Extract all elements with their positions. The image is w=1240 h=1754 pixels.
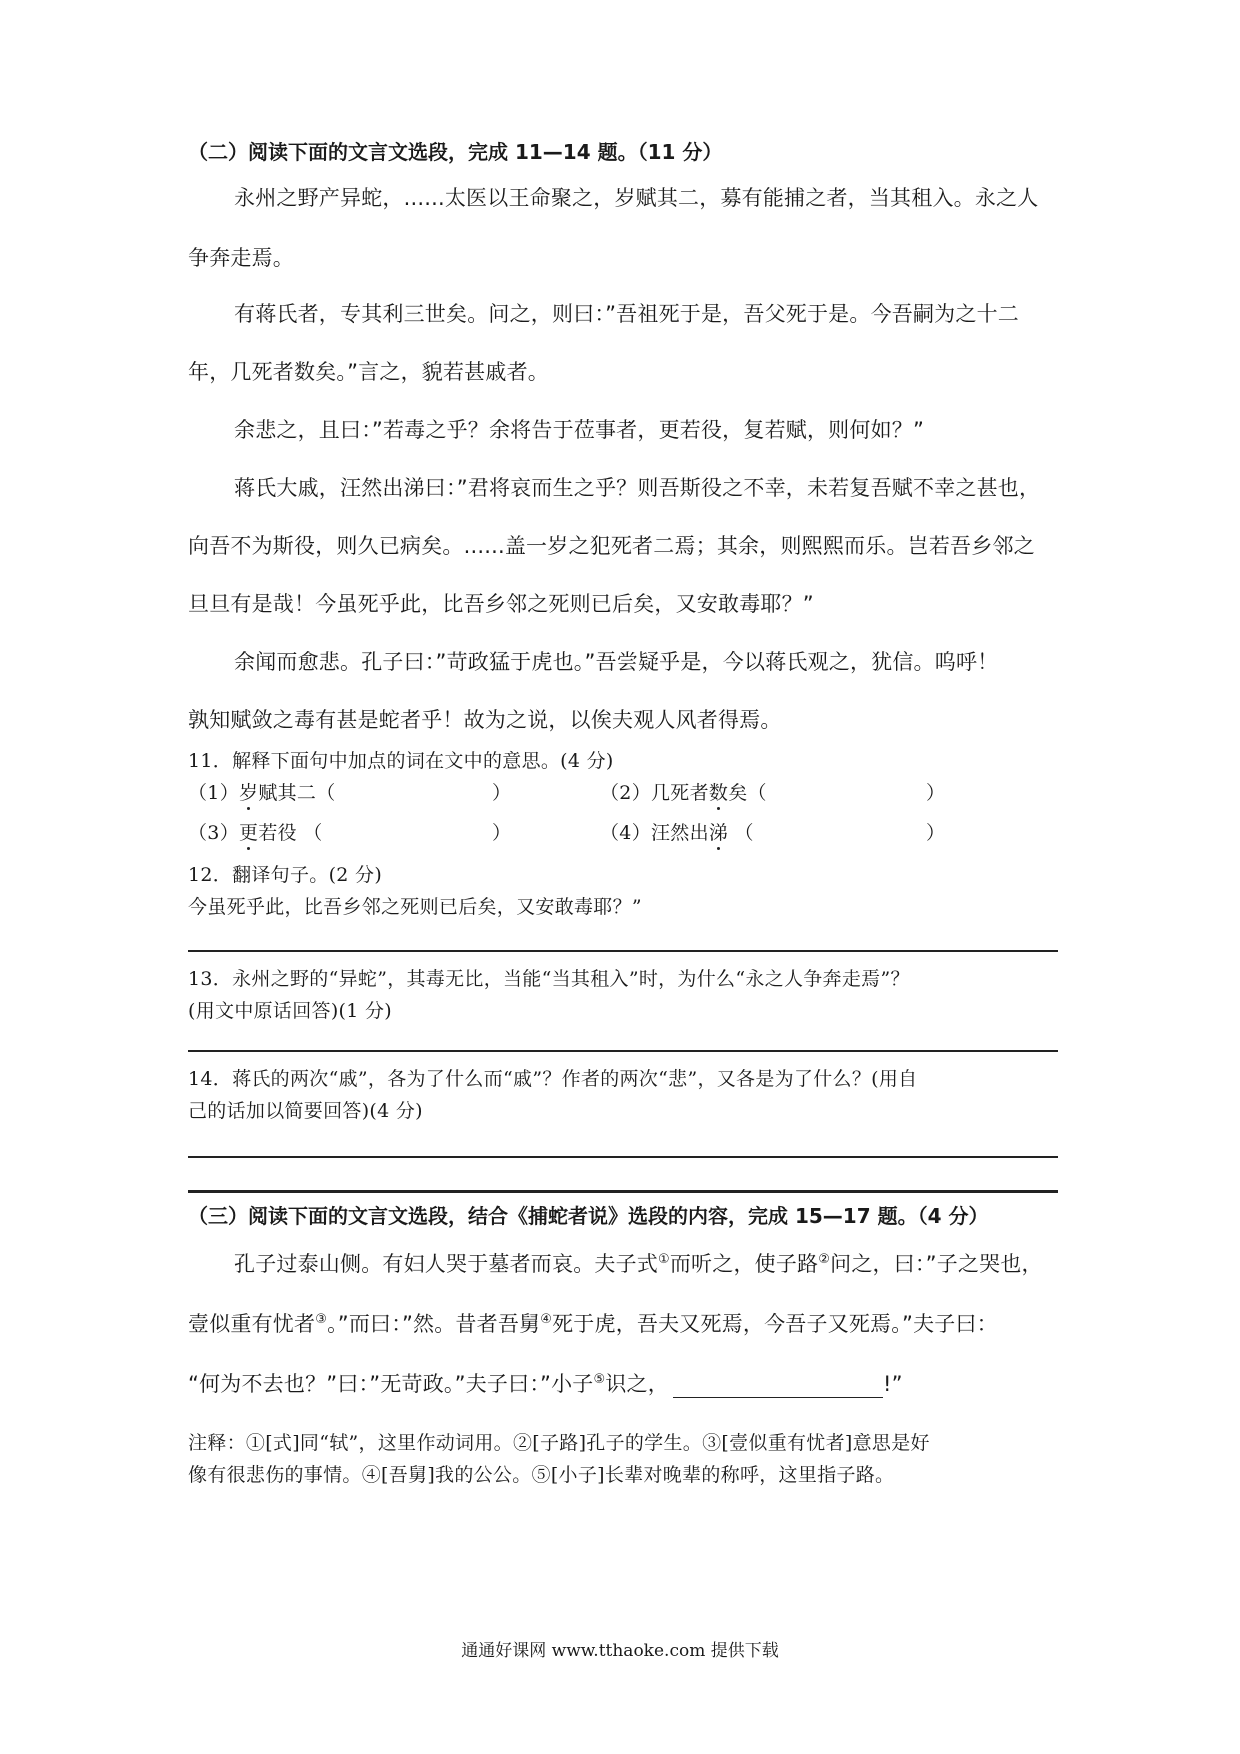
passage2-line2-text-b: 。”而曰：”然。昔者吾舅 [327, 1312, 541, 1336]
q14-answer-line [188, 1156, 1058, 1158]
footnote-marker-1: ① [658, 1252, 670, 1267]
q11-item-4-prefix: （4）汪然出 [600, 822, 709, 844]
passage2-line1-text-c: 问之，曰：”子之哭也， [830, 1252, 1043, 1276]
passage-p4-line1: 蒋氏大戚，汪然出涕曰：”君将哀而生之乎？则吾斯役之不幸，未若复吾赋不幸之甚也， [234, 476, 1041, 500]
notes-line2: 像有很悲伤的事情。④[吾舅]我的公公。⑤[小子]长辈对晚辈的称呼，这里指子路。 [188, 1464, 895, 1486]
q11-item-4-dotted-word: 涕 [708, 822, 729, 844]
section-divider [188, 1190, 1058, 1193]
q11-item-4-text: （ [728, 822, 754, 844]
passage-p2-line2: 年，几死者数矣。”言之，貌若甚戚者。 [188, 360, 549, 384]
page-footer: 通通好课网 www.tthaoke.com 提供下载 [461, 1641, 779, 1661]
q11-item-4-close: ） [926, 822, 946, 844]
passage2-line1 [234, 1248, 1043, 1278]
q11-item-1-dotted-word: 岁 [239, 782, 259, 804]
section-2-heading: （二）阅读下面的文言文选段，完成 11—14 题。（11 分） [188, 140, 723, 164]
q11-item-2-prefix: （2）几死者 [600, 782, 709, 804]
passage-p3-line1: 余悲之，且曰：”若毒之乎？余将告于莅事者，更若役，复若赋，则何如？” [234, 418, 925, 442]
q11-item-2-close: ） [926, 782, 946, 804]
passage2-line2 [188, 1308, 998, 1338]
q11-item-3-text: 若役 （ [258, 822, 323, 844]
passage-p4-line3: 旦旦有是哉！今虽死乎此，比吾乡邻之死则已后矣，又安敢毒耶？” [188, 592, 814, 616]
notes-line1: 注释：①[式]同“轼”，这里作动词用。②[子路]孔子的学生。③[壹似重有忧者]意思是好 [188, 1432, 930, 1454]
q11-item-2-text: 矣（ [728, 782, 767, 804]
passage-p1-line1: 永州之野产异蛇，......太医以王命聚之，岁赋其二，募有能捕之者，当其租入。永之人 [234, 186, 1039, 210]
q13-line2: (用文中原话回答)(1 分) [188, 1000, 392, 1022]
passage2-line3-text-b: 识之， [605, 1372, 669, 1396]
q11-item-1-answer-field[interactable] [345, 778, 485, 802]
q11-item-1-prefix: （1） [188, 782, 239, 804]
passage-p5-line1: 余闻而愈悲。孔子曰：”苛政猛于虎也。”吾尝疑乎是，今以蒋氏观之，犹信。呜呼！ [234, 650, 999, 674]
q13-answer-area[interactable] [188, 1018, 1058, 1048]
footnote-marker-3: ③ [315, 1312, 328, 1327]
passage2-line1-text-a: 孔子过泰山侧。有妇人哭于墓者而哀。夫子式 [234, 1252, 658, 1276]
q12-answer-area[interactable] [188, 912, 1058, 948]
q11-item-1 [188, 778, 336, 805]
q11-item-3-dotted-word: 更 [239, 822, 259, 844]
passage2-line2-text-a: 壹似重有忧者 [188, 1312, 316, 1336]
section-3-heading: （三）阅读下面的文言文选段，结合《捕蛇者说》选段的内容，完成 15—17 题。（4 分） [188, 1204, 989, 1228]
footnote-marker-4: ④ [540, 1312, 553, 1327]
passage-p4-line2: 向吾不为斯役，则久已病矣。......盖一岁之犯死者二焉；其余，则熙熙而乐。岂若吾乡邻之 [188, 534, 1035, 558]
passage2-line3-text-a: “何为不去也？”曰：”无苛政。”夫子曰：”小子 [188, 1372, 594, 1396]
footnote-marker-5: ⑤ [593, 1372, 606, 1387]
q14-line1: 14．蒋氏的两次“戚”，各为了什么而“戚”？作者的两次“悲”，又各是为了什么？(用自 [188, 1068, 918, 1090]
q11-item-2 [600, 778, 767, 805]
q11-title: 11．解释下面句中加点的词在文中的意思。(4 分) [188, 750, 614, 772]
q11-item-3-answer-field[interactable] [360, 818, 485, 842]
q13-line1: 13．永州之野的“异蛇”，其毒无比，当能“当其租入”时，为什么“永之人争奔走焉”？ [188, 968, 910, 990]
q11-item-4-answer-field[interactable] [790, 818, 920, 842]
q12-answer-line [188, 950, 1058, 952]
q11-item-2-dotted-word: 数 [708, 782, 729, 804]
q12-title: 12．翻译句子。(2 分) [188, 864, 383, 886]
q11-item-3-close: ） [492, 822, 512, 844]
q11-item-3-prefix: （3） [188, 822, 239, 844]
passage2-line3 [188, 1368, 903, 1398]
q12-sentence: 今虽死乎此，比吾乡邻之死则已后矣，又安敢毒耶？” [188, 896, 642, 918]
passage2-line1-text-b: 而听之，使子路 [669, 1252, 819, 1276]
q14-line2: 己的话加以简要回答)(4 分) [188, 1100, 423, 1122]
passage-p1-line2: 争奔走焉。 [188, 246, 294, 270]
q14-answer-area[interactable] [188, 1122, 1058, 1154]
passage2-line3-end: !” [882, 1372, 903, 1396]
q11-item-3 [188, 818, 323, 845]
q11-item-2-answer-field[interactable] [780, 778, 920, 802]
passage-p5-line2: 孰知赋敛之毒有甚是蛇者乎！故为之说，以俟夫观人风者得焉。 [188, 708, 782, 732]
passage-p2-line1: 有蒋氏者，专其利三世矣。问之，则曰：”吾祖死于是，吾父死于是。今吾嗣为之十二 [234, 302, 1019, 326]
fill-in-blank[interactable] [673, 1375, 883, 1398]
passage2-line2-text-c: 死于虎，吾夫又死焉，今吾子又死焉。”夫子曰： [552, 1312, 998, 1336]
q11-item-4 [600, 818, 754, 845]
q11-item-1-close: ） [492, 782, 512, 804]
q13-answer-line [188, 1050, 1058, 1052]
footnote-marker-2: ② [818, 1252, 831, 1267]
q11-item-1-text: 赋其二（ [258, 782, 336, 804]
